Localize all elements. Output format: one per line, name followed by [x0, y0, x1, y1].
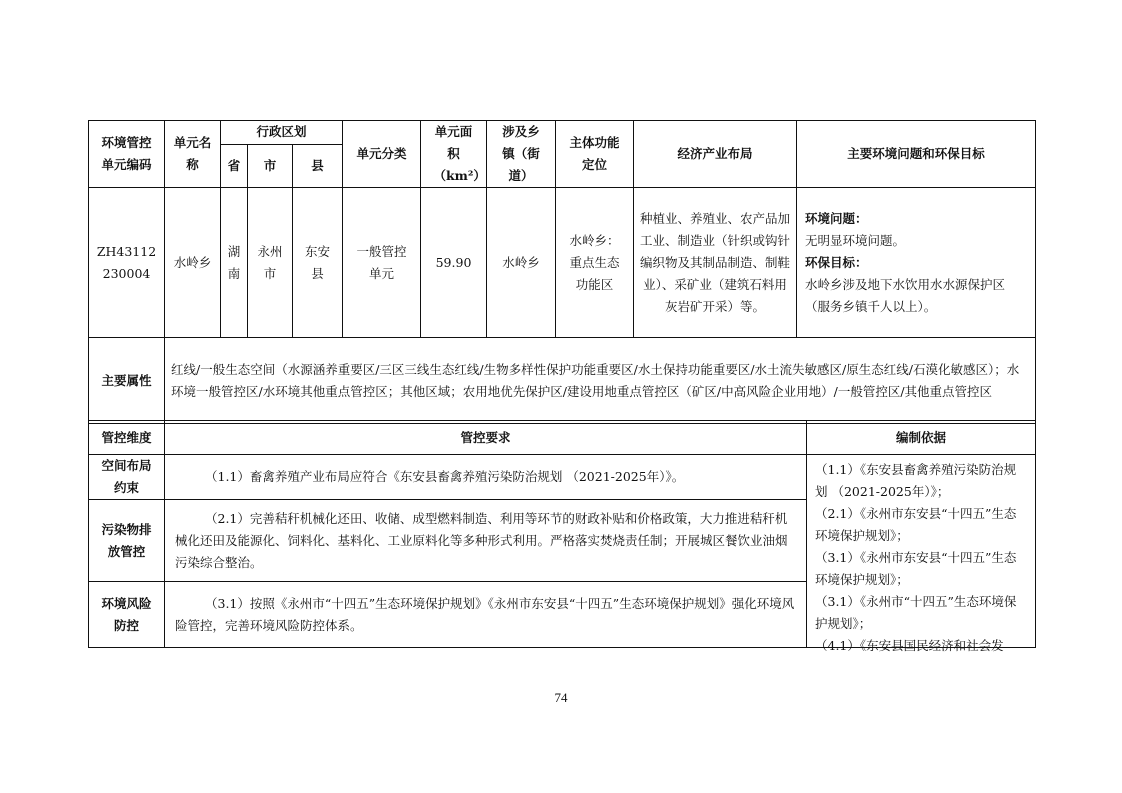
basis-item: （2.1）《永州市东安县“十四五”生态环境保护规划》； — [815, 506, 1017, 543]
header-unit-type: 单元分类 — [343, 121, 421, 188]
basis-item: （4.1）《东安县国民经济和社会发 — [815, 638, 1004, 653]
unit-code: ZH43112230004 — [89, 188, 165, 338]
target-text: 水岭乡涉及地下水饮用水水源保护区（服务乡镇千人以上）。 — [805, 276, 1006, 314]
header-code: 环境管控单元编码 — [89, 121, 165, 188]
basis-item: （3.1）《永州市东安县“十四五”生态环境保护规划》； — [815, 550, 1017, 587]
dimension-risk: 环境风险防控 — [89, 582, 165, 648]
header-township: 涉及乡镇（街道） — [487, 121, 556, 188]
header-area: 单元面积（km²） — [421, 121, 487, 188]
basis-item: （1.1）《东安县畜禽养殖污染防治规划 （2021-2025年）》； — [815, 462, 1017, 499]
unit-province: 湖南 — [221, 188, 248, 338]
header-city: 市 — [248, 144, 293, 187]
unit-township: 水岭乡 — [487, 188, 556, 338]
header-economy: 经济产业布局 — [634, 121, 797, 188]
unit-area: 59.90 — [421, 188, 487, 338]
unit-info-table — [88, 120, 1036, 424]
issues-label: 环境问题： — [805, 210, 868, 226]
header-env-issues: 主要环境问题和环保目标 — [797, 121, 1036, 188]
control-table — [88, 420, 1036, 653]
page-number: 74 — [554, 690, 568, 705]
basis-item: （3.1）《永州市“十四五”生态环境保护规划》； — [815, 594, 1017, 631]
unit-economy: 种植业、养殖业、农产品加工业、制造业（针织或钩针编织物及其制品制造、制鞋业）、采矿业（建筑石料用灰岩矿开采）等。 — [634, 188, 797, 338]
basis-list — [807, 455, 1036, 653]
unit-name: 水岭乡 — [165, 188, 221, 338]
requirement-pollution: （2.1）完善秸秆机械化还田、收储、成型燃料制造、利用等环节的财政补贴和价格政策，大力推进秸秆机械化还田及能源化、饲料化、基料化、工业原料化等多种形式利用。严格落实焚烧责任制；开展城区餐饮业油烟污染综合整治。 — [165, 500, 807, 582]
dimension-spatial: 空间布局约束 — [89, 455, 165, 500]
unit-county: 东安县 — [293, 188, 343, 338]
attributes-label: 主要属性 — [89, 338, 165, 424]
unit-city: 永州市 — [248, 188, 293, 338]
unit-env-issues — [797, 188, 1036, 338]
header-admin-region: 行政区划 — [221, 121, 343, 145]
target-label: 环保目标： — [805, 254, 868, 270]
header-province: 省 — [221, 144, 248, 187]
dimension-pollution: 污染物排放管控 — [89, 500, 165, 582]
attributes-text: 红线/一般生态空间（水源涵养重要区/三区三线生态红线/生物多样性保护功能重要区/水土保持功能重要区/水土流失敏感区/原生态红线/石漠化敏感区）；水环境一般管控区/水环境其他重点管控区；其他区域；农用地优先保护区/建设用地重点管控区（矿区/中高风险企业用地）/一般管控区/其他重点管控区 — [165, 338, 1036, 424]
requirement-risk: （3.1）按照《永州市“十四五”生态环境保护规划》《永州市东安县“十四五”生态环境保护规划》强化环境风险管控，完善环境风险防控体系。 — [165, 582, 807, 648]
header-function: 主体功能定位 — [556, 121, 634, 188]
header-county: 县 — [293, 144, 343, 187]
basis-header: 编制依据 — [807, 421, 1036, 455]
issues-text: 无明显环境问题。 — [805, 232, 906, 248]
dimension-header: 管控维度 — [89, 421, 165, 455]
requirement-spatial: （1.1）畜禽养殖产业布局应符合《东安县畜禽养殖污染防治规划 （2021-2025年）》。 — [165, 455, 807, 500]
unit-type: 一般管控单元 — [343, 188, 421, 338]
requirement-header: 管控要求 — [165, 421, 807, 455]
unit-function: 水岭乡：重点生态功能区 — [556, 188, 634, 338]
header-unit-name: 单元名称 — [165, 121, 221, 188]
